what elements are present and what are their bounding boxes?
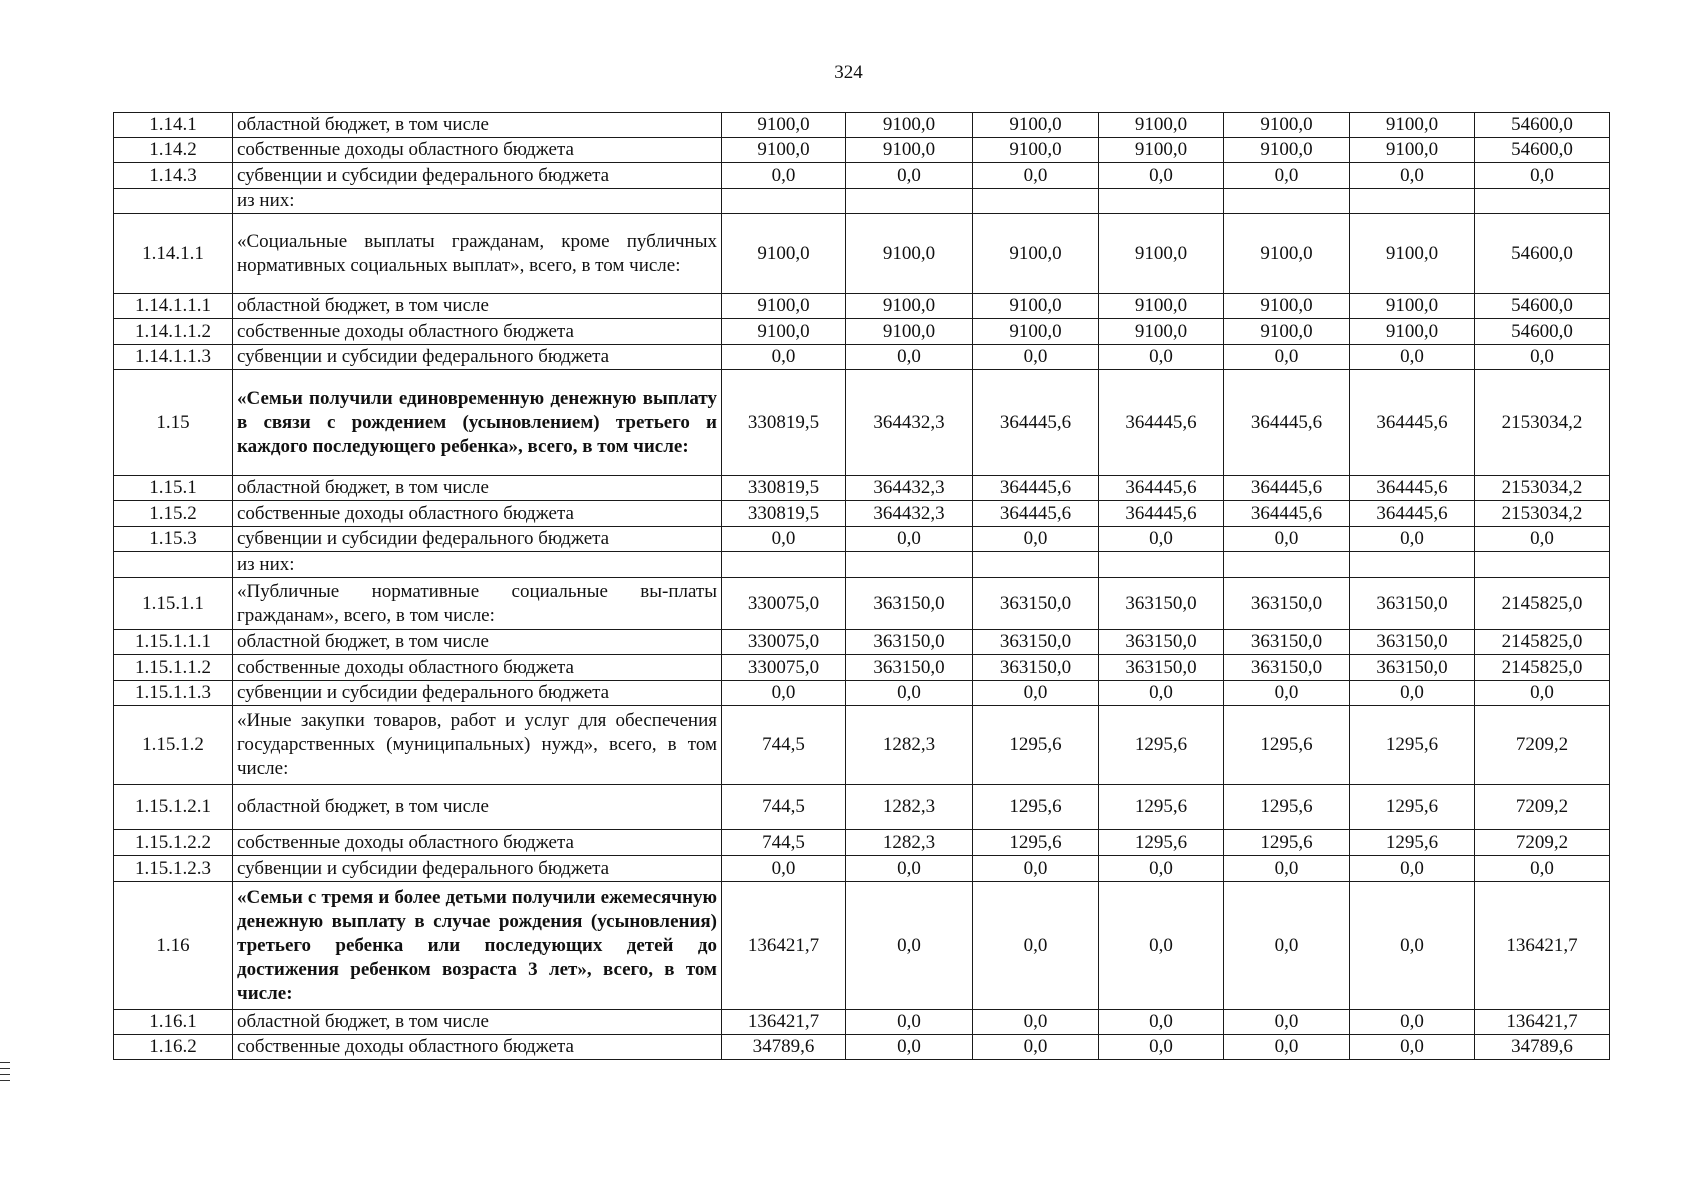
row-value: 0,0 <box>846 1035 973 1060</box>
table-row <box>114 527 1610 552</box>
table-body <box>114 113 1610 1060</box>
row-value: 0,0 <box>1224 1035 1350 1060</box>
row-value: 9100,0 <box>973 214 1099 294</box>
row-value <box>1475 189 1610 214</box>
row-value: 9100,0 <box>846 214 973 294</box>
row-value: 0,0 <box>722 345 846 370</box>
row-value <box>846 189 973 214</box>
row-value: 2145825,0 <box>1475 655 1610 681</box>
row-value: 744,5 <box>722 706 846 785</box>
row-value: 0,0 <box>1099 882 1224 1010</box>
row-name: областной бюджет, в том числе <box>233 294 722 319</box>
row-value <box>1224 189 1350 214</box>
row-value: 0,0 <box>1350 856 1475 882</box>
row-value: 364445,6 <box>973 476 1099 501</box>
row-code: 1.14.3 <box>114 163 233 189</box>
row-value <box>1350 552 1475 578</box>
row-value: 1295,6 <box>1224 830 1350 856</box>
row-value: 9100,0 <box>846 294 973 319</box>
table-row <box>114 785 1610 830</box>
row-value: 363150,0 <box>846 655 973 681</box>
row-value: 54600,0 <box>1475 138 1610 163</box>
table-row <box>114 113 1610 138</box>
row-name: субвенции и субсидии федерального бюджета <box>233 681 722 706</box>
row-value: 34789,6 <box>1475 1035 1610 1060</box>
row-code: 1.15.3 <box>114 527 233 552</box>
row-name: из них: <box>233 189 722 214</box>
table-row <box>114 856 1610 882</box>
row-value: 9100,0 <box>1099 113 1224 138</box>
row-value <box>1099 552 1224 578</box>
row-value: 363150,0 <box>1350 578 1475 630</box>
table-row <box>114 370 1610 476</box>
row-value: 0,0 <box>722 856 846 882</box>
row-value: 0,0 <box>1224 345 1350 370</box>
row-value: 9100,0 <box>1099 214 1224 294</box>
row-code: 1.15.1.2 <box>114 706 233 785</box>
table-row <box>114 214 1610 294</box>
row-value: 364445,6 <box>1350 476 1475 501</box>
row-code: 1.15.1.1.2 <box>114 655 233 681</box>
row-value: 9100,0 <box>1224 319 1350 345</box>
row-value: 0,0 <box>846 345 973 370</box>
table-row <box>114 578 1610 630</box>
row-name: из них: <box>233 552 722 578</box>
row-value: 9100,0 <box>1224 214 1350 294</box>
row-code: 1.16.2 <box>114 1035 233 1060</box>
row-value: 9100,0 <box>846 319 973 345</box>
row-value: 363150,0 <box>1224 655 1350 681</box>
row-value: 9100,0 <box>1350 319 1475 345</box>
row-name: областной бюджет, в том числе <box>233 785 722 830</box>
row-value: 363150,0 <box>1099 630 1224 655</box>
table-row <box>114 552 1610 578</box>
row-code: 1.15.1.1 <box>114 578 233 630</box>
table-row <box>114 706 1610 785</box>
row-value: 9100,0 <box>1350 294 1475 319</box>
row-value: 363150,0 <box>846 630 973 655</box>
row-code: 1.15.1.2.1 <box>114 785 233 830</box>
row-value: 0,0 <box>1350 345 1475 370</box>
row-name: собственные доходы областного бюджета <box>233 138 722 163</box>
budget-table <box>113 112 1610 1060</box>
table-row <box>114 655 1610 681</box>
table-row <box>114 189 1610 214</box>
row-name: субвенции и субсидии федерального бюджета <box>233 345 722 370</box>
row-code: 1.14.1.1.1 <box>114 294 233 319</box>
row-value: 1295,6 <box>1099 785 1224 830</box>
row-name: субвенции и субсидии федерального бюджета <box>233 163 722 189</box>
table-row <box>114 830 1610 856</box>
row-value <box>1475 552 1610 578</box>
row-code: 1.15.2 <box>114 501 233 527</box>
table-row <box>114 138 1610 163</box>
table-row <box>114 1035 1610 1060</box>
row-value: 7209,2 <box>1475 785 1610 830</box>
row-value: 9100,0 <box>1350 214 1475 294</box>
row-value: 0,0 <box>846 856 973 882</box>
row-value <box>722 189 846 214</box>
row-name: субвенции и субсидии федерального бюджета <box>233 527 722 552</box>
row-value: 9100,0 <box>722 113 846 138</box>
row-code: 1.16.1 <box>114 1010 233 1035</box>
row-value: 364445,6 <box>1099 370 1224 476</box>
row-value: 0,0 <box>722 163 846 189</box>
row-name: областной бюджет, в том числе <box>233 113 722 138</box>
row-name: «Семьи с тремя и более детьми получили ежемесячную денежную выплату в случае рождения (усыновления) третьего ребенка или последующих детей до достижения ребенком возраста 3 лет», всего, в том числе: <box>233 882 722 1010</box>
row-value: 136421,7 <box>1475 1010 1610 1035</box>
row-value: 364445,6 <box>973 501 1099 527</box>
row-code: 1.15.1 <box>114 476 233 501</box>
row-value: 54600,0 <box>1475 294 1610 319</box>
row-code: 1.14.1.1.3 <box>114 345 233 370</box>
row-value: 0,0 <box>1224 681 1350 706</box>
row-value: 9100,0 <box>973 294 1099 319</box>
row-value: 1295,6 <box>1099 830 1224 856</box>
row-value: 0,0 <box>1475 163 1610 189</box>
row-value: 0,0 <box>1350 1035 1475 1060</box>
row-code: 1.14.1 <box>114 113 233 138</box>
row-value: 364445,6 <box>1224 370 1350 476</box>
row-value: 1282,3 <box>846 830 973 856</box>
row-value: 9100,0 <box>1099 319 1224 345</box>
row-value: 0,0 <box>1350 1010 1475 1035</box>
row-value: 0,0 <box>846 1010 973 1035</box>
row-value: 9100,0 <box>722 294 846 319</box>
row-value: 364432,3 <box>846 476 973 501</box>
row-code: 1.15 <box>114 370 233 476</box>
row-value: 0,0 <box>973 163 1099 189</box>
row-value: 1295,6 <box>973 830 1099 856</box>
row-value: 54600,0 <box>1475 214 1610 294</box>
row-value: 9100,0 <box>1224 294 1350 319</box>
row-value: 330075,0 <box>722 578 846 630</box>
table-row <box>114 163 1610 189</box>
row-value: 0,0 <box>1224 1010 1350 1035</box>
row-value: 0,0 <box>846 681 973 706</box>
row-value: 0,0 <box>1099 681 1224 706</box>
row-value: 9100,0 <box>846 138 973 163</box>
row-value: 1295,6 <box>1224 706 1350 785</box>
row-value: 364445,6 <box>1350 501 1475 527</box>
row-value: 364432,3 <box>846 370 973 476</box>
row-name: «Социальные выплаты гражданам, кроме публичных нормативных социальных выплат», всего, в том числе: <box>233 214 722 294</box>
row-code: 1.14.2 <box>114 138 233 163</box>
row-name: собственные доходы областного бюджета <box>233 1035 722 1060</box>
row-value: 364432,3 <box>846 501 973 527</box>
table-row <box>114 319 1610 345</box>
row-value: 363150,0 <box>1350 630 1475 655</box>
table-row <box>114 630 1610 655</box>
row-value: 0,0 <box>1475 527 1610 552</box>
row-name: областной бюджет, в том числе <box>233 630 722 655</box>
row-code: 1.16 <box>114 882 233 1010</box>
page-number: 324 <box>834 62 863 83</box>
row-value: 0,0 <box>1224 527 1350 552</box>
row-name: собственные доходы областного бюджета <box>233 655 722 681</box>
row-value: 2145825,0 <box>1475 578 1610 630</box>
row-value: 0,0 <box>1350 882 1475 1010</box>
row-name: «Семьи получили единовременную денежную выплату в связи с рождением (усыновлением) третьего и каждого последующего ребенка», всего, в том числе: <box>233 370 722 476</box>
table-row <box>114 882 1610 1010</box>
row-value: 0,0 <box>1224 856 1350 882</box>
row-value: 0,0 <box>722 681 846 706</box>
row-value: 0,0 <box>973 856 1099 882</box>
row-value: 9100,0 <box>973 113 1099 138</box>
row-value <box>722 552 846 578</box>
row-value: 744,5 <box>722 785 846 830</box>
table-row <box>114 681 1610 706</box>
row-value: 9100,0 <box>1224 138 1350 163</box>
row-value: 9100,0 <box>1099 294 1224 319</box>
row-value: 0,0 <box>1475 345 1610 370</box>
row-value: 330819,5 <box>722 476 846 501</box>
margin-marks <box>0 1062 12 1086</box>
row-value: 1295,6 <box>1350 706 1475 785</box>
row-value: 364445,6 <box>1224 501 1350 527</box>
row-value: 0,0 <box>1350 527 1475 552</box>
row-value: 363150,0 <box>973 655 1099 681</box>
row-value: 9100,0 <box>722 319 846 345</box>
row-name: областной бюджет, в том числе <box>233 476 722 501</box>
row-value: 1295,6 <box>1099 706 1224 785</box>
row-value: 9100,0 <box>722 138 846 163</box>
row-value: 136421,7 <box>1475 882 1610 1010</box>
row-value: 363150,0 <box>1224 578 1350 630</box>
row-value: 34789,6 <box>722 1035 846 1060</box>
table-row <box>114 294 1610 319</box>
row-name: собственные доходы областного бюджета <box>233 501 722 527</box>
row-value: 0,0 <box>973 527 1099 552</box>
row-name: «Иные закупки товаров, работ и услуг для обеспечения государственных (муниципальных) нужд», всего, в том числе: <box>233 706 722 785</box>
row-value <box>1099 189 1224 214</box>
row-value: 0,0 <box>1099 856 1224 882</box>
row-name: собственные доходы областного бюджета <box>233 319 722 345</box>
row-value: 0,0 <box>973 345 1099 370</box>
row-value: 9100,0 <box>722 214 846 294</box>
row-value: 2145825,0 <box>1475 630 1610 655</box>
row-code <box>114 189 233 214</box>
row-value: 54600,0 <box>1475 319 1610 345</box>
row-value: 0,0 <box>1350 163 1475 189</box>
row-value: 0,0 <box>722 527 846 552</box>
row-value: 363150,0 <box>846 578 973 630</box>
row-value: 2153034,2 <box>1475 501 1610 527</box>
row-value: 0,0 <box>846 882 973 1010</box>
row-code: 1.15.1.1.3 <box>114 681 233 706</box>
row-value: 1282,3 <box>846 785 973 830</box>
row-code: 1.15.1.2.2 <box>114 830 233 856</box>
row-value <box>1224 552 1350 578</box>
row-value: 0,0 <box>1475 681 1610 706</box>
row-value: 9100,0 <box>846 113 973 138</box>
row-value: 0,0 <box>1099 1010 1224 1035</box>
table-row <box>114 501 1610 527</box>
row-value: 54600,0 <box>1475 113 1610 138</box>
row-value: 0,0 <box>1224 882 1350 1010</box>
row-code: 1.15.1.1.1 <box>114 630 233 655</box>
row-value: 0,0 <box>1475 856 1610 882</box>
row-value: 136421,7 <box>722 1010 846 1035</box>
row-value <box>846 552 973 578</box>
row-value: 9100,0 <box>973 138 1099 163</box>
row-value: 363150,0 <box>1224 630 1350 655</box>
row-value: 9100,0 <box>973 319 1099 345</box>
row-name: областной бюджет, в том числе <box>233 1010 722 1035</box>
row-value <box>973 552 1099 578</box>
row-value: 364445,6 <box>1224 476 1350 501</box>
row-value: 9100,0 <box>1099 138 1224 163</box>
row-code: 1.14.1.1.2 <box>114 319 233 345</box>
row-value: 744,5 <box>722 830 846 856</box>
row-value: 330819,5 <box>722 501 846 527</box>
row-value: 363150,0 <box>973 578 1099 630</box>
row-value: 0,0 <box>973 1010 1099 1035</box>
row-value: 1282,3 <box>846 706 973 785</box>
row-name: субвенции и субсидии федерального бюджета <box>233 856 722 882</box>
row-code: 1.14.1.1 <box>114 214 233 294</box>
row-value: 0,0 <box>1224 163 1350 189</box>
table-row <box>114 1010 1610 1035</box>
row-value: 0,0 <box>973 882 1099 1010</box>
row-value: 1295,6 <box>973 706 1099 785</box>
row-value <box>973 189 1099 214</box>
row-value: 0,0 <box>1099 1035 1224 1060</box>
row-value: 1295,6 <box>1350 785 1475 830</box>
row-value: 7209,2 <box>1475 830 1610 856</box>
row-value: 363150,0 <box>973 630 1099 655</box>
row-value: 364445,6 <box>1350 370 1475 476</box>
row-value: 2153034,2 <box>1475 476 1610 501</box>
row-value: 1295,6 <box>973 785 1099 830</box>
row-value: 7209,2 <box>1475 706 1610 785</box>
table-row <box>114 345 1610 370</box>
row-value: 1295,6 <box>1224 785 1350 830</box>
row-value: 0,0 <box>973 681 1099 706</box>
table-row <box>114 476 1610 501</box>
row-value: 0,0 <box>1350 681 1475 706</box>
row-value: 364445,6 <box>973 370 1099 476</box>
row-value: 330075,0 <box>722 630 846 655</box>
row-value: 363150,0 <box>1350 655 1475 681</box>
row-code: 1.15.1.2.3 <box>114 856 233 882</box>
row-value: 0,0 <box>973 1035 1099 1060</box>
row-name: собственные доходы областного бюджета <box>233 830 722 856</box>
row-value: 363150,0 <box>1099 655 1224 681</box>
row-value: 330075,0 <box>722 655 846 681</box>
row-value: 1295,6 <box>1350 830 1475 856</box>
row-value: 0,0 <box>1099 527 1224 552</box>
row-value: 0,0 <box>1099 163 1224 189</box>
row-value: 136421,7 <box>722 882 846 1010</box>
row-name: «Публичные нормативные социальные вы-платы гражданам», всего, в том числе: <box>233 578 722 630</box>
row-value: 364445,6 <box>1099 476 1224 501</box>
row-value: 363150,0 <box>1099 578 1224 630</box>
row-value: 0,0 <box>846 527 973 552</box>
row-value <box>1350 189 1475 214</box>
row-value: 0,0 <box>1099 345 1224 370</box>
row-code <box>114 552 233 578</box>
row-value: 9100,0 <box>1350 138 1475 163</box>
row-value: 9100,0 <box>1224 113 1350 138</box>
row-value: 2153034,2 <box>1475 370 1610 476</box>
row-value: 9100,0 <box>1350 113 1475 138</box>
row-value: 330819,5 <box>722 370 846 476</box>
row-value: 364445,6 <box>1099 501 1224 527</box>
row-value: 0,0 <box>846 163 973 189</box>
